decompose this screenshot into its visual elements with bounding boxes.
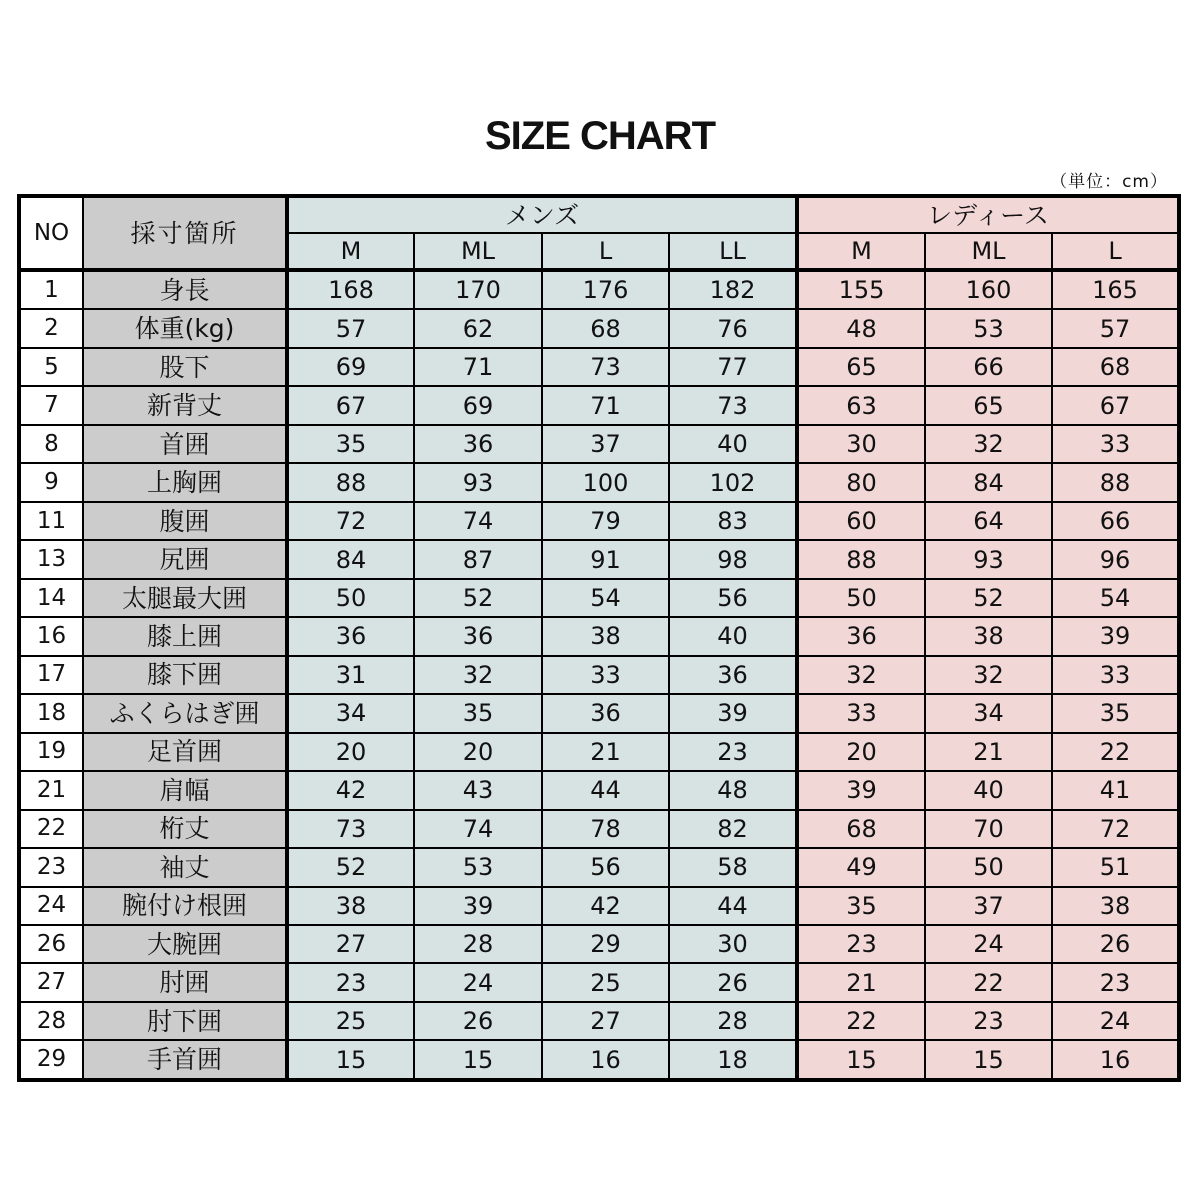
ladies-value-cell: 30 (797, 425, 925, 463)
mens-value-cell: 44 (542, 771, 669, 809)
mens-value-cell: 102 (669, 463, 797, 501)
measurement-name: 腹囲 (83, 502, 287, 540)
mens-value-cell: 74 (414, 810, 542, 848)
mens-value-cell: 40 (669, 425, 797, 463)
mens-value-cell: 35 (414, 694, 542, 732)
ladies-value-cell: 32 (925, 656, 1052, 694)
row-number: 17 (19, 656, 83, 694)
ladies-value-cell: 66 (1052, 502, 1179, 540)
mens-value-cell: 53 (414, 848, 542, 886)
mens-value-cell: 25 (542, 963, 669, 1001)
ladies-value-cell: 68 (1052, 348, 1179, 386)
mens-value-cell: 91 (542, 540, 669, 578)
mens-value-cell: 16 (542, 1040, 669, 1080)
mens-value-cell: 93 (414, 463, 542, 501)
mens-value-cell: 26 (669, 963, 797, 1001)
mens-value-cell: 34 (287, 694, 414, 732)
table-row (19, 617, 1179, 655)
mens-value-cell: 39 (414, 887, 542, 925)
mens-value-cell: 27 (542, 1002, 669, 1040)
unit-note: （単位：cm） (1050, 172, 1168, 192)
ladies-value-cell: 33 (1052, 425, 1179, 463)
mens-value-cell: 37 (542, 425, 669, 463)
mens-value-cell: 82 (669, 810, 797, 848)
table-row (19, 694, 1179, 732)
mens-value-cell: 176 (542, 270, 669, 309)
mens-value-cell: 20 (414, 733, 542, 771)
table-row (19, 579, 1179, 617)
row-number: 19 (19, 733, 83, 771)
ladies-value-cell: 88 (1052, 463, 1179, 501)
row-number: 24 (19, 887, 83, 925)
ladies-value-cell: 72 (1052, 810, 1179, 848)
row-number: 23 (19, 848, 83, 886)
mens-value-cell: 52 (287, 848, 414, 886)
ladies-value-cell: 57 (1052, 309, 1179, 347)
mens-value-cell: 28 (414, 925, 542, 963)
row-number: 14 (19, 579, 83, 617)
mens-value-cell: 83 (669, 502, 797, 540)
table-row (19, 925, 1179, 963)
row-number: 7 (19, 386, 83, 424)
ladies-value-cell: 64 (925, 502, 1052, 540)
table-row (19, 502, 1179, 540)
header-ladies: レディース (797, 196, 1179, 233)
ladies-value-cell: 15 (925, 1040, 1052, 1080)
table-row (19, 848, 1179, 886)
table-row (19, 540, 1179, 578)
measurement-name: 肘囲 (83, 963, 287, 1001)
row-number: 29 (19, 1040, 83, 1080)
measurement-name: 股下 (83, 348, 287, 386)
row-number: 26 (19, 925, 83, 963)
ladies-value-cell: 70 (925, 810, 1052, 848)
row-number: 5 (19, 348, 83, 386)
mens-value-cell: 28 (669, 1002, 797, 1040)
measurement-name: 膝下囲 (83, 656, 287, 694)
mens-value-cell: 84 (287, 540, 414, 578)
ladies-value-cell: 88 (797, 540, 925, 578)
ladies-value-cell: 26 (1052, 925, 1179, 963)
mens-value-cell: 74 (414, 502, 542, 540)
ladies-value-cell: 40 (925, 771, 1052, 809)
ladies-value-cell: 35 (1052, 694, 1179, 732)
mens-value-cell: 73 (287, 810, 414, 848)
table-row (19, 463, 1179, 501)
ladies-value-cell: 68 (797, 810, 925, 848)
header-mens-size: L (542, 233, 669, 270)
mens-value-cell: 44 (669, 887, 797, 925)
measurement-name: 太腿最大囲 (83, 579, 287, 617)
row-number: 2 (19, 309, 83, 347)
mens-value-cell: 39 (669, 694, 797, 732)
ladies-value-cell: 48 (797, 309, 925, 347)
size-chart-table (17, 194, 1181, 1082)
mens-value-cell: 40 (669, 617, 797, 655)
mens-value-cell: 23 (669, 733, 797, 771)
mens-value-cell: 168 (287, 270, 414, 309)
ladies-value-cell: 37 (925, 887, 1052, 925)
ladies-value-cell: 80 (797, 463, 925, 501)
mens-value-cell: 25 (287, 1002, 414, 1040)
ladies-value-cell: 63 (797, 386, 925, 424)
ladies-value-cell: 52 (925, 579, 1052, 617)
mens-value-cell: 36 (669, 656, 797, 694)
row-number: 8 (19, 425, 83, 463)
ladies-value-cell: 84 (925, 463, 1052, 501)
measurement-name: 体重(kg) (83, 309, 287, 347)
mens-value-cell: 42 (287, 771, 414, 809)
row-number: 11 (19, 502, 83, 540)
ladies-value-cell: 67 (1052, 386, 1179, 424)
measurement-name: ふくらはぎ囲 (83, 694, 287, 732)
ladies-value-cell: 34 (925, 694, 1052, 732)
mens-value-cell: 73 (669, 386, 797, 424)
ladies-value-cell: 16 (1052, 1040, 1179, 1080)
mens-value-cell: 23 (287, 963, 414, 1001)
mens-value-cell: 69 (287, 348, 414, 386)
measurement-name: 尻囲 (83, 540, 287, 578)
header-mens-size: M (287, 233, 414, 270)
measurement-name: 膝上囲 (83, 617, 287, 655)
mens-value-cell: 36 (542, 694, 669, 732)
mens-value-cell: 29 (542, 925, 669, 963)
table-row (19, 733, 1179, 771)
header-mens-size: ML (414, 233, 542, 270)
ladies-value-cell: 24 (1052, 1002, 1179, 1040)
table-row (19, 887, 1179, 925)
table-row (19, 1040, 1179, 1080)
mens-value-cell: 27 (287, 925, 414, 963)
mens-value-cell: 15 (287, 1040, 414, 1080)
mens-value-cell: 24 (414, 963, 542, 1001)
mens-value-cell: 20 (287, 733, 414, 771)
table-row (19, 656, 1179, 694)
mens-value-cell: 36 (414, 617, 542, 655)
header-ladies-size: M (797, 233, 925, 270)
mens-value-cell: 76 (669, 309, 797, 347)
ladies-value-cell: 49 (797, 848, 925, 886)
table-row (19, 386, 1179, 424)
table-row (19, 270, 1179, 309)
ladies-value-cell: 33 (1052, 656, 1179, 694)
mens-value-cell: 67 (287, 386, 414, 424)
measurement-name: 桁丈 (83, 810, 287, 848)
ladies-value-cell: 65 (797, 348, 925, 386)
mens-value-cell: 43 (414, 771, 542, 809)
ladies-value-cell: 160 (925, 270, 1052, 309)
ladies-value-cell: 39 (797, 771, 925, 809)
mens-value-cell: 52 (414, 579, 542, 617)
table-row (19, 810, 1179, 848)
mens-value-cell: 170 (414, 270, 542, 309)
ladies-value-cell: 38 (925, 617, 1052, 655)
table-row (19, 425, 1179, 463)
ladies-value-cell: 35 (797, 887, 925, 925)
ladies-value-cell: 96 (1052, 540, 1179, 578)
ladies-value-cell: 15 (797, 1040, 925, 1080)
ladies-value-cell: 54 (1052, 579, 1179, 617)
ladies-value-cell: 93 (925, 540, 1052, 578)
mens-value-cell: 56 (542, 848, 669, 886)
table-row (19, 1002, 1179, 1040)
ladies-value-cell: 51 (1052, 848, 1179, 886)
ladies-value-cell: 33 (797, 694, 925, 732)
mens-value-cell: 54 (542, 579, 669, 617)
measurement-name: 大腕囲 (83, 925, 287, 963)
measurement-name: 首囲 (83, 425, 287, 463)
mens-value-cell: 35 (287, 425, 414, 463)
mens-value-cell: 71 (414, 348, 542, 386)
ladies-value-cell: 23 (797, 925, 925, 963)
ladies-value-cell: 60 (797, 502, 925, 540)
mens-value-cell: 50 (287, 579, 414, 617)
ladies-value-cell: 22 (1052, 733, 1179, 771)
mens-value-cell: 73 (542, 348, 669, 386)
table-row (19, 963, 1179, 1001)
ladies-value-cell: 24 (925, 925, 1052, 963)
table-row (19, 309, 1179, 347)
measurement-name: 足首囲 (83, 733, 287, 771)
ladies-value-cell: 39 (1052, 617, 1179, 655)
mens-value-cell: 58 (669, 848, 797, 886)
measurement-name: 腕付け根囲 (83, 887, 287, 925)
header-ladies-size: ML (925, 233, 1052, 270)
header-mens-size: LL (669, 233, 797, 270)
mens-value-cell: 42 (542, 887, 669, 925)
mens-value-cell: 68 (542, 309, 669, 347)
mens-value-cell: 15 (414, 1040, 542, 1080)
mens-value-cell: 32 (414, 656, 542, 694)
mens-value-cell: 36 (414, 425, 542, 463)
row-number: 9 (19, 463, 83, 501)
measurement-name: 肘下囲 (83, 1002, 287, 1040)
ladies-value-cell: 36 (797, 617, 925, 655)
ladies-value-cell: 32 (797, 656, 925, 694)
mens-value-cell: 78 (542, 810, 669, 848)
mens-value-cell: 71 (542, 386, 669, 424)
row-number: 21 (19, 771, 83, 809)
mens-value-cell: 30 (669, 925, 797, 963)
measurement-name: 身長 (83, 270, 287, 309)
mens-value-cell: 69 (414, 386, 542, 424)
row-number: 13 (19, 540, 83, 578)
mens-value-cell: 88 (287, 463, 414, 501)
ladies-value-cell: 22 (925, 963, 1052, 1001)
row-number: 28 (19, 1002, 83, 1040)
ladies-value-cell: 22 (797, 1002, 925, 1040)
ladies-value-cell: 155 (797, 270, 925, 309)
table-row (19, 348, 1179, 386)
mens-value-cell: 100 (542, 463, 669, 501)
row-number: 16 (19, 617, 83, 655)
mens-value-cell: 18 (669, 1040, 797, 1080)
mens-value-cell: 36 (287, 617, 414, 655)
ladies-value-cell: 23 (925, 1002, 1052, 1040)
measurement-name: 上胸囲 (83, 463, 287, 501)
chart-title: SIZE CHART (485, 114, 715, 158)
mens-value-cell: 87 (414, 540, 542, 578)
measurement-name: 肩幅 (83, 771, 287, 809)
mens-value-cell: 72 (287, 502, 414, 540)
header-row-groups (19, 196, 1179, 233)
ladies-value-cell: 165 (1052, 270, 1179, 309)
header-item: 採寸箇所 (83, 196, 287, 270)
ladies-value-cell: 66 (925, 348, 1052, 386)
table-row (19, 771, 1179, 809)
mens-value-cell: 62 (414, 309, 542, 347)
mens-value-cell: 38 (287, 887, 414, 925)
row-number: 18 (19, 694, 83, 732)
ladies-value-cell: 65 (925, 386, 1052, 424)
mens-value-cell: 33 (542, 656, 669, 694)
mens-value-cell: 98 (669, 540, 797, 578)
measurement-name: 新背丈 (83, 386, 287, 424)
row-number: 27 (19, 963, 83, 1001)
mens-value-cell: 48 (669, 771, 797, 809)
mens-value-cell: 38 (542, 617, 669, 655)
mens-value-cell: 182 (669, 270, 797, 309)
table-body (19, 270, 1179, 1080)
ladies-value-cell: 23 (1052, 963, 1179, 1001)
mens-value-cell: 56 (669, 579, 797, 617)
ladies-value-cell: 32 (925, 425, 1052, 463)
ladies-value-cell: 21 (797, 963, 925, 1001)
mens-value-cell: 26 (414, 1002, 542, 1040)
header-mens: メンズ (287, 196, 797, 233)
ladies-value-cell: 53 (925, 309, 1052, 347)
ladies-value-cell: 50 (797, 579, 925, 617)
mens-value-cell: 77 (669, 348, 797, 386)
mens-value-cell: 31 (287, 656, 414, 694)
header-ladies-size: L (1052, 233, 1179, 270)
ladies-value-cell: 41 (1052, 771, 1179, 809)
mens-value-cell: 79 (542, 502, 669, 540)
row-number: 1 (19, 270, 83, 309)
ladies-value-cell: 21 (925, 733, 1052, 771)
header-no: NO (19, 196, 83, 270)
measurement-name: 袖丈 (83, 848, 287, 886)
row-number: 22 (19, 810, 83, 848)
ladies-value-cell: 20 (797, 733, 925, 771)
mens-value-cell: 57 (287, 309, 414, 347)
ladies-value-cell: 50 (925, 848, 1052, 886)
ladies-value-cell: 38 (1052, 887, 1179, 925)
mens-value-cell: 21 (542, 733, 669, 771)
measurement-name: 手首囲 (83, 1040, 287, 1080)
